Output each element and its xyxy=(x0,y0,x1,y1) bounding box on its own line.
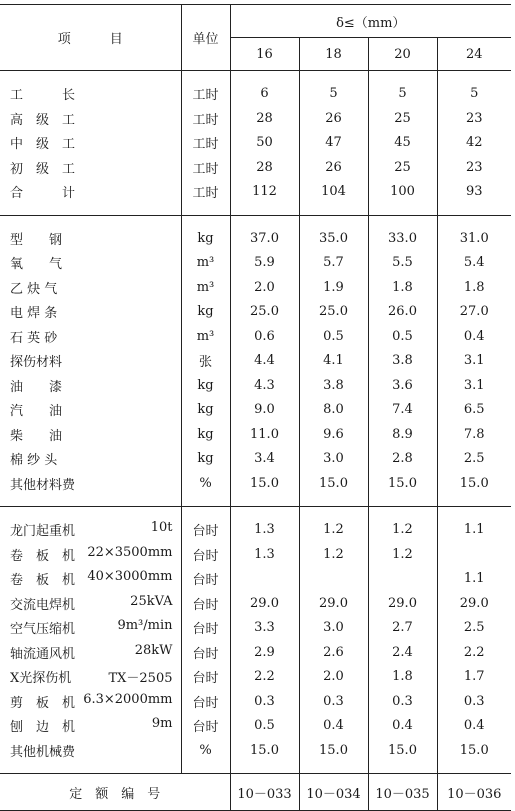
machine-value: 0.4 xyxy=(368,714,437,739)
material-value: 2.0 xyxy=(230,275,299,300)
quota-code-label: 定 额 编 号 xyxy=(0,774,230,811)
machine-value: 1.8 xyxy=(368,665,437,690)
quota-table xyxy=(0,4,511,811)
header-thickness-group: δ≤（mm） xyxy=(230,5,511,38)
machine-unit: 台时 xyxy=(181,689,230,714)
labor-unit: 工时 xyxy=(181,131,230,156)
machine-value: 1.2 xyxy=(299,518,368,543)
material-value: 1.8 xyxy=(368,275,437,300)
labor-value: 50 xyxy=(230,131,299,156)
machine-value: 0.4 xyxy=(437,714,511,739)
material-unit: kg xyxy=(181,300,230,325)
machine-value: 2.2 xyxy=(437,640,511,665)
labor-unit: 工时 xyxy=(181,180,230,205)
labor-value: 26 xyxy=(299,106,368,131)
machine-value: 1.3 xyxy=(230,542,299,567)
material-row xyxy=(0,251,511,276)
material-value: 2.8 xyxy=(368,447,437,472)
labor-value: 28 xyxy=(230,106,299,131)
material-value: 0.5 xyxy=(368,324,437,349)
material-value: 25.0 xyxy=(230,300,299,325)
labor-value: 23 xyxy=(437,106,511,131)
machine-row xyxy=(0,640,511,665)
machine-name: 交流电焊机 xyxy=(10,597,76,613)
material-value: 1.9 xyxy=(299,275,368,300)
machine-unit: % xyxy=(181,738,230,763)
labor-unit: 工时 xyxy=(181,106,230,131)
labor-name: 初 级 工 xyxy=(10,161,76,177)
material-value: 5.4 xyxy=(437,251,511,276)
machine-unit: 台时 xyxy=(181,591,230,616)
material-name: 电 焊 条 xyxy=(10,306,58,322)
machine-value: 0.3 xyxy=(299,689,368,714)
machine-unit: 台时 xyxy=(181,518,230,543)
machine-value: 15.0 xyxy=(437,738,511,763)
material-value: 15.0 xyxy=(437,471,511,496)
machine-value: 2.0 xyxy=(299,665,368,690)
labor-value: 45 xyxy=(368,131,437,156)
material-value: 7.8 xyxy=(437,422,511,447)
machine-value: 3.3 xyxy=(230,616,299,641)
machine-name: 龙门起重机 xyxy=(10,524,76,540)
material-value: 27.0 xyxy=(437,300,511,325)
machine-spec: 9m xyxy=(151,716,173,732)
machine-spec: 10t xyxy=(150,520,173,536)
machine-row xyxy=(0,567,511,592)
machine-unit: 台时 xyxy=(181,640,230,665)
labor-value: 5 xyxy=(437,82,511,107)
material-value: 4.3 xyxy=(230,373,299,398)
quota-code: 10－035 xyxy=(368,774,437,811)
machine-value: 0.3 xyxy=(230,689,299,714)
material-value: 3.8 xyxy=(299,373,368,398)
material-unit: % xyxy=(181,471,230,496)
material-name: 石 英 砂 xyxy=(10,330,58,346)
material-unit: kg xyxy=(181,373,230,398)
material-value: 15.0 xyxy=(299,471,368,496)
labor-unit: 工时 xyxy=(181,155,230,180)
labor-value: 112 xyxy=(230,180,299,205)
machine-spec: 40×3000mm xyxy=(87,569,173,585)
machine-name: 刨 边 机 xyxy=(10,720,76,736)
material-value: 6.5 xyxy=(437,398,511,423)
labor-row xyxy=(0,131,511,156)
machine-unit: 台时 xyxy=(181,567,230,592)
material-value: 35.0 xyxy=(299,226,368,251)
machine-value: 29.0 xyxy=(437,591,511,616)
machine-row xyxy=(0,542,511,567)
machine-spec: 22×3500mm xyxy=(87,544,173,560)
material-value: 37.0 xyxy=(230,226,299,251)
material-unit: m³ xyxy=(181,275,230,300)
material-name: 棉 纱 头 xyxy=(10,453,58,469)
header-thickness-1: 18 xyxy=(299,38,368,71)
material-name: 氧 气 xyxy=(10,257,63,273)
labor-value: 5 xyxy=(299,82,368,107)
material-value: 3.6 xyxy=(368,373,437,398)
machine-spec: 6.3×2000mm xyxy=(83,691,173,707)
material-name: 柴 油 xyxy=(10,428,63,444)
material-value: 11.0 xyxy=(230,422,299,447)
machine-value: 2.2 xyxy=(230,665,299,690)
material-value: 7.4 xyxy=(368,398,437,423)
labor-value: 25 xyxy=(368,106,437,131)
labor-name: 合 计 xyxy=(10,186,76,202)
machine-name: 卷 板 机 xyxy=(10,548,76,564)
labor-value: 6 xyxy=(230,82,299,107)
material-name: 乙 炔 气 xyxy=(10,281,58,297)
labor-value: 47 xyxy=(299,131,368,156)
machine-value: 1.1 xyxy=(437,518,511,543)
material-row xyxy=(0,373,511,398)
material-value: 3.0 xyxy=(299,447,368,472)
machine-value: 1.2 xyxy=(368,542,437,567)
header-item: 项 目 xyxy=(0,5,181,71)
material-value: 0.5 xyxy=(299,324,368,349)
machine-value: 29.0 xyxy=(368,591,437,616)
machine-value: 15.0 xyxy=(230,738,299,763)
machine-name: 空气压缩机 xyxy=(10,622,76,638)
material-row xyxy=(0,275,511,300)
material-value: 1.8 xyxy=(437,275,511,300)
material-unit: kg xyxy=(181,226,230,251)
material-row xyxy=(0,422,511,447)
labor-row xyxy=(0,82,511,107)
material-value: 8.9 xyxy=(368,422,437,447)
labor-value: 25 xyxy=(368,155,437,180)
machine-value: 2.4 xyxy=(368,640,437,665)
machine-value: 0.5 xyxy=(230,714,299,739)
machine-value: 0.4 xyxy=(299,714,368,739)
material-unit: kg xyxy=(181,422,230,447)
machine-row xyxy=(0,518,511,543)
machine-value: 0.3 xyxy=(368,689,437,714)
material-name: 汽 油 xyxy=(10,404,63,420)
labor-row xyxy=(0,106,511,131)
labor-value: 5 xyxy=(368,82,437,107)
labor-name: 中 级 工 xyxy=(10,137,76,153)
machine-row xyxy=(0,689,511,714)
material-name: 型 钢 xyxy=(10,232,63,248)
machine-name: 其他机械费 xyxy=(10,744,76,760)
material-name: 其他材料费 xyxy=(10,477,76,493)
machine-name: X光探伤机 xyxy=(10,671,72,687)
material-value: 15.0 xyxy=(368,471,437,496)
material-name: 油 漆 xyxy=(10,379,63,395)
labor-name: 工 长 xyxy=(10,88,76,104)
machine-spec: 9m³/min xyxy=(117,618,173,634)
labor-value: 104 xyxy=(299,180,368,205)
machine-value: 2.6 xyxy=(299,640,368,665)
machine-value: 1.2 xyxy=(368,518,437,543)
header-unit: 单位 xyxy=(181,5,230,71)
material-value: 3.4 xyxy=(230,447,299,472)
machine-value: 1.3 xyxy=(230,518,299,543)
quota-code-row xyxy=(0,774,511,811)
labor-value: 26 xyxy=(299,155,368,180)
quota-code: 10－033 xyxy=(230,774,299,811)
machine-unit: 台时 xyxy=(181,542,230,567)
material-row xyxy=(0,300,511,325)
material-unit: kg xyxy=(181,398,230,423)
material-row xyxy=(0,349,511,374)
machine-value: 0.3 xyxy=(437,689,511,714)
machine-value: 29.0 xyxy=(230,591,299,616)
material-value: 3.1 xyxy=(437,349,511,374)
labor-value: 100 xyxy=(368,180,437,205)
machine-value xyxy=(368,567,437,592)
material-value: 9.0 xyxy=(230,398,299,423)
material-value: 3.8 xyxy=(368,349,437,374)
material-row xyxy=(0,447,511,472)
machine-value: 2.7 xyxy=(368,616,437,641)
material-value: 4.4 xyxy=(230,349,299,374)
header-thickness-2: 20 xyxy=(368,38,437,71)
labor-value: 93 xyxy=(437,180,511,205)
material-value: 5.5 xyxy=(368,251,437,276)
quota-code: 10－036 xyxy=(437,774,511,811)
machine-spec: 28kW xyxy=(134,642,173,658)
machine-row xyxy=(0,738,511,763)
labor-value: 23 xyxy=(437,155,511,180)
machine-row xyxy=(0,714,511,739)
machine-value xyxy=(230,567,299,592)
machine-unit: 台时 xyxy=(181,665,230,690)
header-thickness-3: 24 xyxy=(437,38,511,71)
machine-value: 2.9 xyxy=(230,640,299,665)
machine-name: 剪 板 机 xyxy=(10,695,76,711)
machine-value: 29.0 xyxy=(299,591,368,616)
machine-name: 轴流通风机 xyxy=(10,646,76,662)
material-row xyxy=(0,226,511,251)
material-value: 0.6 xyxy=(230,324,299,349)
material-value: 9.6 xyxy=(299,422,368,447)
material-value: 33.0 xyxy=(368,226,437,251)
machine-value: 1.2 xyxy=(299,542,368,567)
quota-code: 10－034 xyxy=(299,774,368,811)
material-value: 25.0 xyxy=(299,300,368,325)
machine-value xyxy=(437,542,511,567)
machine-row xyxy=(0,616,511,641)
machine-name: 卷 板 机 xyxy=(10,573,76,589)
machine-value: 3.0 xyxy=(299,616,368,641)
machine-value: 15.0 xyxy=(368,738,437,763)
header-thickness-0: 16 xyxy=(230,38,299,71)
material-value: 26.0 xyxy=(368,300,437,325)
material-value: 5.9 xyxy=(230,251,299,276)
machine-value xyxy=(299,567,368,592)
material-value: 5.7 xyxy=(299,251,368,276)
material-value: 31.0 xyxy=(437,226,511,251)
material-value: 2.5 xyxy=(437,447,511,472)
machine-unit: 台时 xyxy=(181,714,230,739)
labor-value: 28 xyxy=(230,155,299,180)
material-value: 8.0 xyxy=(299,398,368,423)
material-unit: kg xyxy=(181,447,230,472)
labor-name: 高 级 工 xyxy=(10,112,76,128)
machine-value: 1.7 xyxy=(437,665,511,690)
material-unit: m³ xyxy=(181,251,230,276)
material-unit: 张 xyxy=(181,349,230,374)
material-row xyxy=(0,471,511,496)
labor-value: 42 xyxy=(437,131,511,156)
material-value: 4.1 xyxy=(299,349,368,374)
material-value: 15.0 xyxy=(230,471,299,496)
machine-value: 2.5 xyxy=(437,616,511,641)
labor-unit: 工时 xyxy=(181,82,230,107)
labor-row xyxy=(0,155,511,180)
material-row xyxy=(0,324,511,349)
labor-row xyxy=(0,180,511,205)
machine-spec: 25kVA xyxy=(130,593,173,609)
machine-spec: TX－2505 xyxy=(108,671,173,687)
material-row xyxy=(0,398,511,423)
machine-row xyxy=(0,665,511,690)
machine-value: 15.0 xyxy=(299,738,368,763)
machine-row xyxy=(0,591,511,616)
material-unit: m³ xyxy=(181,324,230,349)
material-name: 探伤材料 xyxy=(10,355,63,371)
machine-value: 1.1 xyxy=(437,567,511,592)
material-value: 3.1 xyxy=(437,373,511,398)
machine-unit: 台时 xyxy=(181,616,230,641)
material-value: 0.4 xyxy=(437,324,511,349)
